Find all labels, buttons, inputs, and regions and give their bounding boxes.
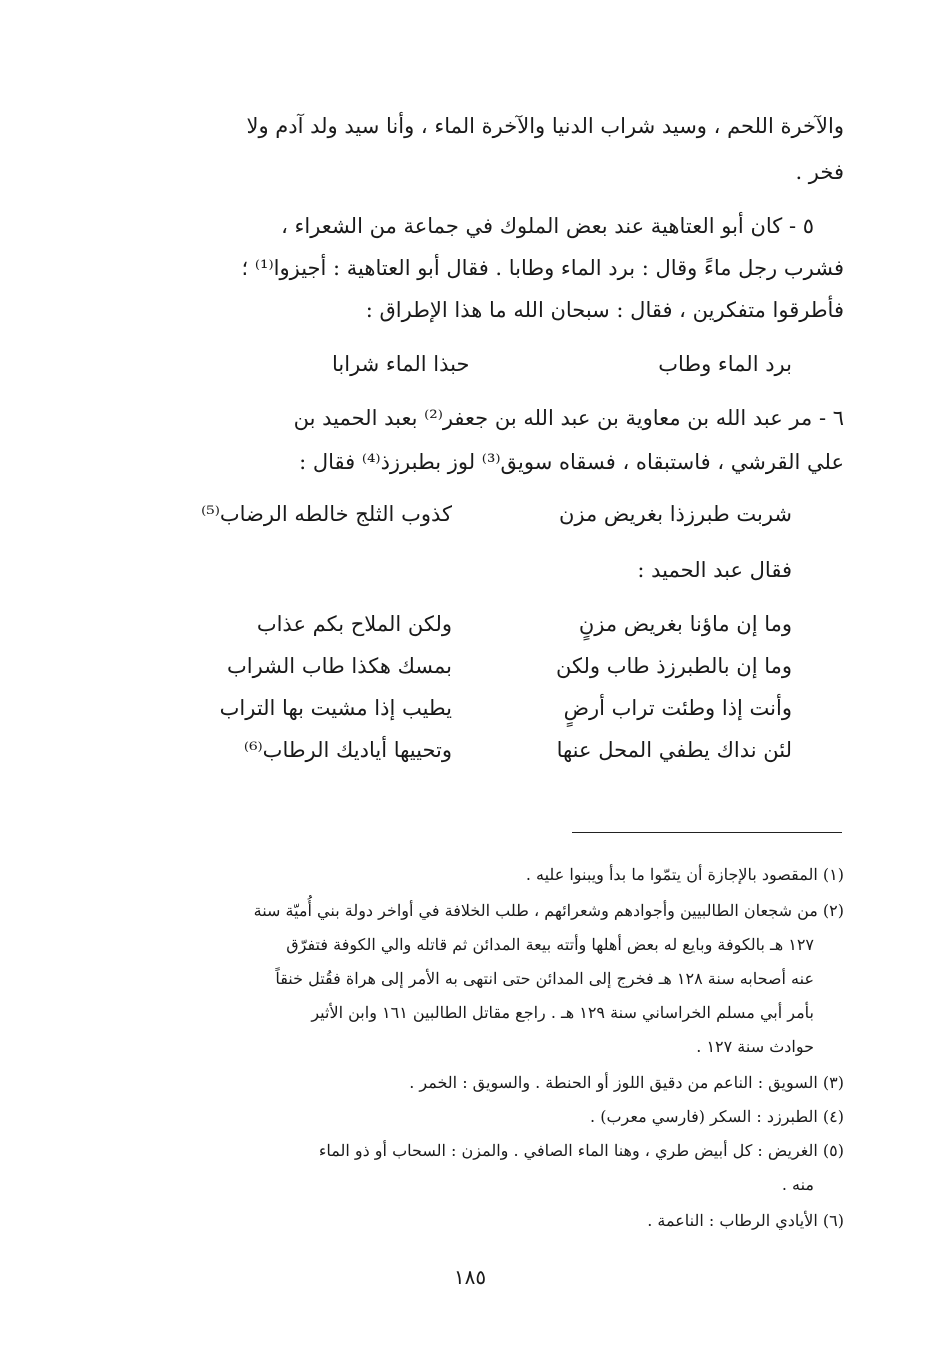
footnote-line: ١٢٧ هـ بالكوفة وبايع له بعض أهلها وأتته بيعة المدائن ثم قاتله والي الكوفة فتفرّق xyxy=(286,935,814,954)
body-line: ٥ - كان أبو العتاهية عند بعض الملوك في جماعة من الشعراء ، xyxy=(281,214,814,238)
footnote-line: (٥) الغريض : كل أبيض طري ، وهنا الماء الصافي . والمزن : السحاب أو ذو الماء xyxy=(318,1141,844,1160)
body-line: فخر . xyxy=(795,160,844,184)
poem-verse xyxy=(142,646,792,686)
verse-hemistich-first: شربت طبرزذا بغريض مزن xyxy=(558,502,792,526)
verse-hemistich-first: برد الماء وطاب xyxy=(658,352,792,376)
footnote-line: حوادث سنة ١٢٧ . xyxy=(696,1037,814,1056)
verse-hemistich-second: حبذا الماء شرابا xyxy=(332,352,470,376)
body-line: فشرب رجل ماءً وقال : برد الماء وطابا . فقال أبو العتاهية : أجيزوا⁽¹⁾ ؛ xyxy=(241,256,844,280)
poem-verse xyxy=(142,604,792,644)
verse-hemistich-second: وتحييها أياديك الرطاب⁽⁶⁾ xyxy=(243,738,452,762)
poem-verse xyxy=(142,730,792,770)
body-line: فأطرقوا متفكرين ، فقال : سبحان الله ما هذا الإطراق : xyxy=(365,298,844,322)
verse-hemistich-second: يطيب إذا مشيت بها التراب xyxy=(219,696,452,720)
footnote-line: (٦) الأيادي الرطاب : الناعمة . xyxy=(647,1211,844,1230)
poem-verse xyxy=(142,688,792,728)
footnote-line: منه . xyxy=(781,1175,814,1194)
body-line: ٦ - مر عبد الله بن معاوية بن عبد الله بن جعفر⁽²⁾ بعبد الحميد بن xyxy=(293,406,844,430)
verse-hemistich-second: بمسك هكذا طاب الشراب xyxy=(226,654,452,678)
verse-line xyxy=(142,494,792,534)
footnote-line: عنه أصحابه سنة ١٢٨ هـ فخرج إلى المدائن حتى انتهى به الأمر إلى هراة فقُتل خنقاً xyxy=(275,969,814,988)
verse-hemistich-first: لئن نداك يطفي المحل عنها xyxy=(556,738,792,762)
footnote-separator xyxy=(572,832,842,833)
footnote-line: (٣) السويق : الناعم من دقيق اللوز أو الحنطة . والسويق : الخمر . xyxy=(409,1073,844,1092)
verse-hemistich-second: ولكن الملاح بكم عذاب xyxy=(256,612,452,636)
footnote-line: (٢) من شجعان الطالبيين وأجوادهم وشعرائهم ، طلب الخلافة في أواخر دولة بني أُميّة سنة xyxy=(253,901,844,920)
body-line: علي القرشي ، فاستبقاه ، فسقاه سويق⁽³⁾ لوز بطبرزذ⁽⁴⁾ فقال : xyxy=(299,450,844,474)
body-line: فقال عبد الحميد : xyxy=(637,558,792,582)
footnote-line: (٤) الطبرزد : السكر (فارسي معرب) . xyxy=(590,1107,844,1126)
body-line: والآخرة اللحم ، وسيد شراب الدنيا والآخرة الماء ، وأنا سيد ولد آدم ولا xyxy=(246,114,844,138)
footnote-line: بأمر أبي مسلم الخراساني سنة ١٢٩ هـ . راجع مقاتل الطالبين ١٦١ وابن الأثير xyxy=(311,1003,814,1022)
verse-hemistich-first: وأنت إذا وطئت تراب أرضٍ xyxy=(563,696,792,720)
verse-hemistich-second: كذوب الثلج خالطه الرضاب⁽⁵⁾ xyxy=(201,502,452,526)
verse-hemistich-first: وما إن ماؤنا بغريض مزنٍ xyxy=(578,612,792,636)
page-number: ١٨٥ xyxy=(453,1265,487,1289)
footnote-line: (١) المقصود بالإجازة أن يتمّوا ما بدأ ويبنوا عليه . xyxy=(525,865,844,884)
verse-hemistich-first: وما إن بالطبرزذ طاب ولكن xyxy=(555,654,792,678)
